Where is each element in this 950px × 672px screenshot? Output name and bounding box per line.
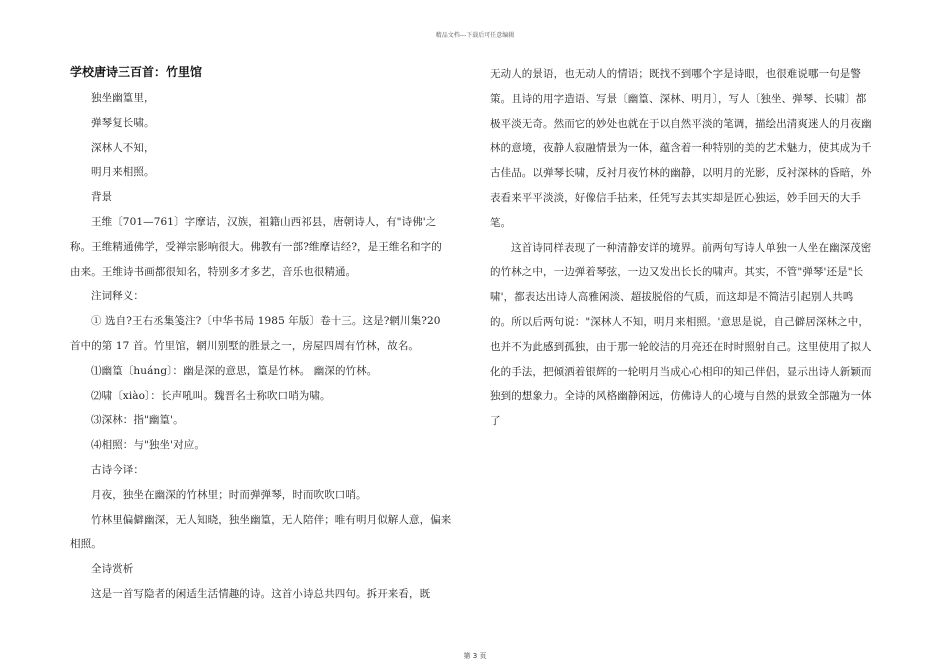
note-item: ⑶深林：指"幽篁'。 [91,414,184,427]
poem-line: 弹琴复长啸。 [91,116,155,129]
poem-line: 明月来相照。 [91,166,155,179]
background-heading: 背景 [91,191,113,204]
appreciation-text: 这是一首写隐者的闲适生活情趣的诗。这首小诗总共四句。拆开来看，既 [91,587,431,600]
appreciation-heading: 全诗赏析 [91,563,134,576]
poem-line: 独坐幽篁里， [91,92,155,104]
page-title: 学校唐诗三百首：竹里馆 [70,65,203,79]
translation-line: 竹林里偏僻幽深，无人知晓，独坐幽篁，无人陪伴；唯有明月似解人意，偏来相照。 [70,513,452,551]
appreciation-text-paragraph: 这首诗同样表现了一种清静安详的境界。前两句写诗人单独一人坐在幽深茂密的竹林之中，一边弹着琴弦，一边又发出长长的啸声。其实，不管"弹琴'还是"长啸'，都表达出诗人高雅闲淡、超拔脱俗的气质，而这却是不简洁引起别人共鸣的。所以后两句说："深林人不知，明月来相照。'意思是说，自己僻居深林之中，也并不为此感到孤独，由于那一轮皎洁的月亮还在时时照射自己。这里使用了拟人化的手法，把倾洒着银辉的一轮明月当成心心相印的知己伴侣，显示出诗人新颖而独到的想象力。全诗的风格幽静闲远，仿佛诗人的心境与自然的景致全部融为一体了 [490,241,872,428]
note-item: ⑴幽篁〔huáng〕：幽是深的意思，篁是竹林。 幽深的竹林。 [91,364,378,377]
page-number: 第 3 页 [463,652,487,660]
notes-heading: 注词释义： [91,290,144,303]
note-item: ① 选自?王右丞集笺注?〔中华书局 1985 年版〕卷十三。这是?辋川集?20 首中的第 17 首。竹里馆，辋川别墅的胜景之一，房屋四周有竹林，故名。 [70,315,441,352]
poem-line: 深林人不知， [91,141,155,154]
appreciation-text-continued: 无动人的景语，也无动人的情语；既找不到哪个字是诗眼，也很难说哪一句是警策。且诗的用字造语、写景〔幽篁、深林、明月〕，写人〔独坐、弹琴、长啸〕都极平淡无奇。然而它的妙处也就在于以自然平淡的笔调，描绘出清爽迷人的月夜幽林的意境，夜静人寂融情景为一体，蕴含着一种特别的美的艺术魅力，使其成为千古佳品。以弹琴长啸，反衬月夜竹林的幽静，以明月的光影，反衬深林的昏暗，外表看来平平淡淡，好像信手拈来，任凭写去其实却是匠心独运，妙手回天的大手笔。 [490,68,872,229]
background-text: 王维〔701—761〕字摩诘，汉族，祖籍山西祁县，唐朝诗人，有"诗佛'之称。王维精通佛学，受禅宗影响很大。佛教有一部?维摩诘经?，是王维名和字的由来。王维诗书画都很知名，特别多才多艺，音乐也很精通。 [70,215,442,278]
right-column [490,62,872,434]
translation-line: 月夜，独坐在幽深的竹林里；时而弹弹琴，时而吹吹口哨。 [91,488,367,501]
note-item: ⑷相照：与"独坐'对应。 [91,439,205,452]
note-item: ⑵啸〔xiào〕：长声吼叫。魏晋名士称吹口哨为啸。 [91,389,331,402]
page-header: 精品文档---下载后可任意编辑 [435,32,515,39]
left-column [70,62,452,607]
translation-heading: 古诗今译： [91,463,144,476]
